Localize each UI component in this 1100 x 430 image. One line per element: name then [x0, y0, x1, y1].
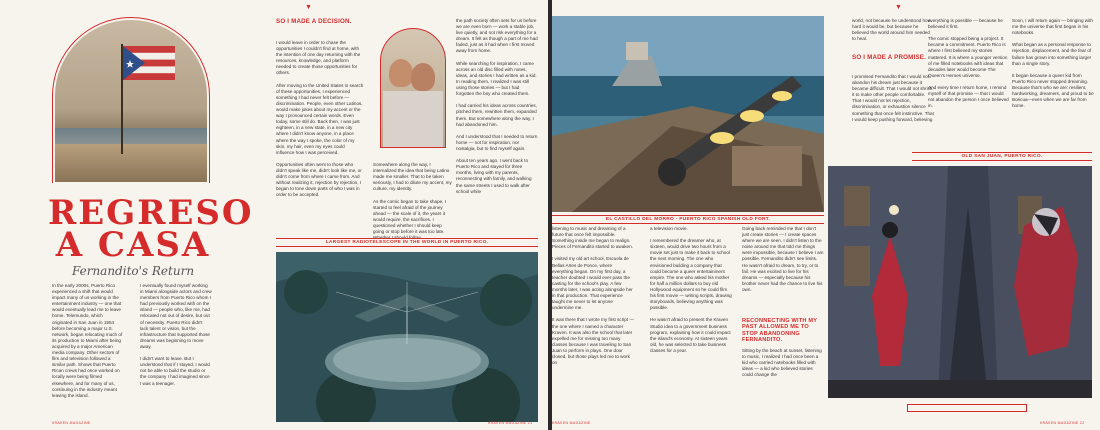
- arch-frame: [52, 17, 210, 183]
- right-page: [552, 0, 1100, 430]
- caption-san-juan: OLD SAN JUAN, PUERTO RICO.: [961, 154, 1043, 159]
- footer-right: KRAKEN MAGAZINE 21: [488, 421, 533, 425]
- right-body-column-1-top: world, not because he understood how hard it would be, but because he believed the world around him needed to heal.: [852, 18, 931, 42]
- chevron-ornament-icon: ▼: [895, 4, 902, 11]
- san-juan-comic-scene-icon: [828, 166, 1092, 398]
- article-title-line2: A CASA: [55, 225, 211, 265]
- caption-radiotelescope: LARGEST RADIOTELESCOPE IN THE WORLD IN PUERTO RICO.: [325, 240, 489, 245]
- child-face-right: [411, 63, 435, 91]
- article-title-line1: REGRESO: [48, 193, 254, 233]
- article-subtitle: Fernandito's Return: [71, 264, 195, 278]
- body-column-2: I eventually found myself working in Miami alongside actors and crew members from Puerto Rico whom I had previously worked with on the island — people who, like me, had relocated not out of desire, but out of necessity. Puerto Rico didn't lack talent or vision, but the infrastructure that supported those dreams was beginning to move away. I didn't want to leave. But I understood that if I stayed, I would not be able to build the studio or the company I had imagined since I was a teenager.: [140, 283, 212, 386]
- radiotelescope-scene-icon: [276, 252, 538, 422]
- right-body-column-1: I promised Fernandito that I would not abandon his dream just because it became difficult. That I would not shrink it to make other people comfortable. That I would not let rejection, discrimination, or exhaustion silence something that once felt instinctive. That I would keep pushing forward, believing: [852, 74, 934, 122]
- footer-ornament-box: [907, 404, 1027, 412]
- right-body-column-2: everything is possible — because he believed it first. The comic stopped being a project. It became a commitment. Puerto Rico is where I first believed my stories mattered. It is where a younger version of me filled notebooks with ideas that decades later would become The Queen's Heroes universe. And every time I return home, I remind myself of that promise — that I would not abandon the person I once believed in.: [928, 18, 1009, 109]
- shirts: [383, 91, 443, 148]
- el-morro-scene-icon: [552, 16, 824, 212]
- old-san-juan-comic-illustration: [828, 166, 1092, 398]
- right-body-column-3: Soon, I will return again — bringing with me the universe that first began in his notebooks. What began as a personal response to rejection, displacement, and the fear of failure has grown into something larger than a single story. It began because a queer kid from Puerto Rico never stopped dreaming. Because that's who we are: resilient, hardworking, dreamers, and proud to be Boricua—even when we are far from home.: [1012, 18, 1094, 109]
- child-face-left: [389, 59, 413, 87]
- body-column-1: In the early 2000s, Puerto Rico experienced a shift that would impact many of us working in the entertainment industry — one that would eventually lead me to leave home. Telemundo, which originated in San Juan in 1954 before becoming a major U.S. network, began relocating much of its production to Miami after being acquired by a major American media company. Other sectors of film and television followed a similar path. Shows that Puerto Rican crews had once worked on locally were being filmed elsewhere, and for many of us, continuing in the industry meant leaving the island.: [52, 283, 123, 398]
- body-column-3: I would leave in order to chase the opportunities I couldn't find at home, with the intention of one day returning with the resources, knowledge, and platform needed to create those opportunities for others. After moving to the United States in search of these opportunities, I experienced something I had never felt before — discrimination. People, even other Latinos, would make jokes about my accent or the way I pronounced certain words. Even today, some still do. Back then, I was just eighteen, in a new state, in a new city where I didn't know anyone, in a place where the way I spoke, the color of my skin, my hair, even my eyes could influence how I was perceived. Opportunities often went to those who didn't speak like me, didn't look like me, or didn't come from where I came from. And without realizing it, rejection by rejection, I began to tone down parts of who I was in order to be accepted.: [276, 40, 364, 198]
- radiotelescope-illustration: [276, 252, 538, 422]
- lower-body-column-1: listening to music and dreaming of a future that once felt impossible. Something inside me began to realign. Pieces of Fernandito started to awaken. I visited my old art school, Escuela de Bellas Artes de Ponce, where everything began. On my first day, a teacher doubted I would ever pass the casting for the school's play. A few months later, I was acting alongside her in that production. That experience taught me never to let anyone undermine me. It was there that I wrote my first script — the one where I named a character Kraven. It was also the school that later expelled me for missing too many classes because I was traveling to San Juan to perform in plays. One door closed, but those plays led me to work on: [552, 226, 634, 366]
- caption-morro: EL CASTILLO DEL MORRO - PUERTO RICO SPANISH OLD FORT.: [605, 217, 771, 222]
- footer-left: KRAKEN MAGAZINE: [52, 421, 91, 425]
- right-footer-left: KRAKEN MAGAZINE: [552, 421, 591, 425]
- section-heading-promise: SO I MADE A PROMISE.: [852, 54, 927, 61]
- section-heading-decision: SO I MADE A DECISION.: [276, 18, 352, 25]
- chevron-ornament-icon: ▼: [305, 4, 312, 11]
- caption-bar-san-juan: [912, 152, 1092, 161]
- section-heading-reconnecting: RECONNECTING WITH MY PAST ALLOWED ME TO STOP ABANDONING FERNANDITO.: [742, 318, 818, 344]
- body-column-5: the path society often sets for us before we are even born — work a stable job, live quietly, and not risk everything for a dream. It felt as though a part of me had faded, just as it had when I first moved away from home. While searching for inspiration, I came across an old disc filled with notes, ideas, and stories I had written as a kid. In reading them, I realized I was still using those stories — but I had forgotten the boy who created them. I had carried his ideas across countries, pitched them, rewritten them, expanded them. But somewhere along the way, I had abandoned him. And I understood that I needed to return home — not for inspiration, nor nostalgia, but to find myself again. About ten years ago, I went back to Puerto Rico and stayed for three months, living with my parents, reconnecting with family, and walking the same streets I used to walk after school while: [456, 18, 538, 194]
- left-page: [0, 0, 548, 430]
- lower-body-column-3: Going back reminded me that I don't just create stories — I create spaces where we are seen. I didn't listen to the noise around me that told me things were impossible, because I believe I am possible. Fernandito didn't see limits. He wasn't afraid to dream, to try, or to fail. He was excited to live for his dreams — especially because his brother never had the chance to live his own.: [742, 226, 824, 292]
- lower-body-column-2: a television movie. I remembered the dreamer who, at sixteen, would drive two hours from a movie set just to make it back to school the next morning. The one who envisioned building a company that could become a queer entertainment empire. The one who asked his mother for half a million dollars to buy old Hollywood equipment so he could film his first movie — writing scripts, drawing storyboards, believing anything was possible. He wasn't afraid to present the Kraven Studio idea to a government business program, explaining how it could impact the island's economy. At sixteen years old, he was selected to take business classes for a year.: [650, 226, 732, 353]
- right-footer-right: KRAKEN MAGAZINE 22: [1040, 421, 1085, 425]
- el-morro-illustration: [552, 16, 824, 212]
- childhood-photo: [380, 28, 446, 148]
- caption-bar-radiotelescope: [276, 238, 538, 247]
- caption-bar-morro: [552, 215, 824, 224]
- lower-body-column-3b: Sitting by the beach at sunset, listening to music, I realized I had once been a kid who carried notebooks filled with ideas — a kid who believed stories could change the: [742, 348, 822, 378]
- body-column-4: Somewhere along the way, I internalized the idea that being Latino made me smaller. That to be taken seriously, I had to dilute my accent, my culture, my identity. As the comic began to take shape, I started to feel afraid of the journey ahead — the scale of it, the years it would require, the sacrifices. I questioned whether I should keep going or stop before it was too late. Whether I should follow: [373, 162, 452, 241]
